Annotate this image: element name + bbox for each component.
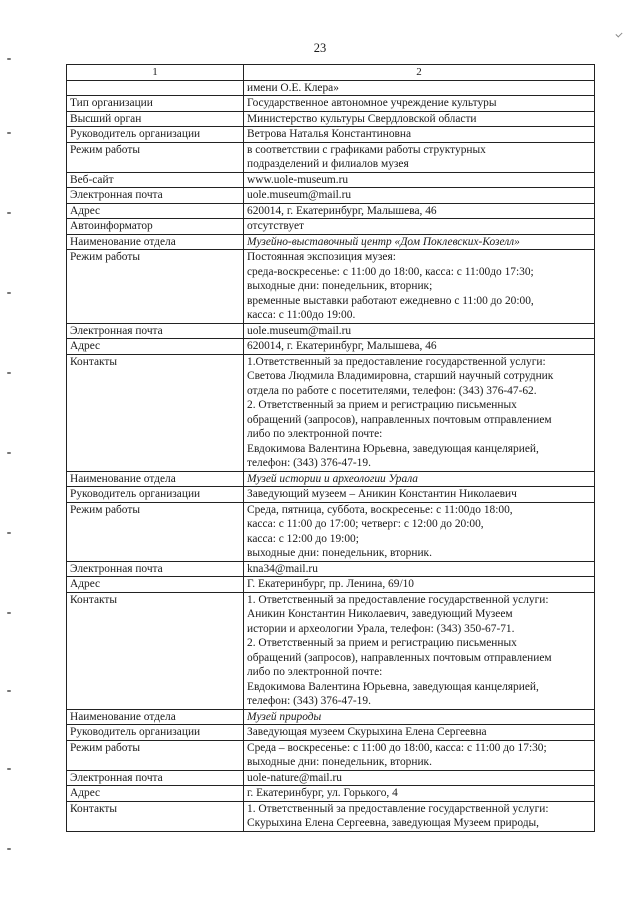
value-line: www.uole-museum.ru [247, 173, 349, 186]
table-row [67, 487, 595, 503]
row-value [244, 770, 595, 786]
value-line: касса: с 12:00 до 19:00; [247, 532, 359, 545]
row-label [67, 80, 244, 96]
row-label: Электронная почта [67, 323, 244, 339]
scan-margin-mark [7, 58, 11, 60]
table-row [67, 770, 595, 786]
row-value [244, 234, 595, 250]
row-value [244, 471, 595, 487]
row-value [244, 354, 595, 471]
row-label: Тип организации [67, 96, 244, 112]
value-line: 620014, г. Екатеринбург, Малышева, 46 [247, 340, 437, 352]
row-label: Электронная почта [67, 561, 244, 577]
row-value [244, 502, 595, 561]
row-value [244, 709, 595, 725]
table-row [67, 111, 595, 127]
value-line: uole.museum@mail.ru [247, 189, 352, 201]
value-line: временные выставки работают ежедневно с 11:00 до 20:00, [247, 294, 534, 307]
value-line: uole-nature@mail.ru [247, 771, 342, 784]
row-value [244, 250, 595, 324]
table-body [67, 80, 595, 831]
value-line: 2. Ответственный за прием и регистрацию письменных [247, 637, 517, 649]
row-label: Режим работы [67, 502, 244, 561]
row-label: Режим работы [67, 740, 244, 770]
row-label: Наименование отдела [67, 234, 244, 250]
value-line: Г. Екатеринбург, пр. Ленина, 69/10 [247, 578, 415, 590]
row-label: Контакты [67, 354, 244, 471]
value-line: Постоянная экспозиция музея: [247, 251, 396, 263]
table-row [67, 219, 595, 235]
column-header-1: 1 [67, 65, 244, 81]
row-label: Контакты [67, 592, 244, 709]
row-label: Веб-сайт [67, 172, 244, 188]
value-line: Ветрова Наталья Константиновна [247, 128, 412, 140]
table-row [67, 323, 595, 339]
row-label: Высший орган [67, 111, 244, 127]
scan-margin-mark [7, 690, 11, 692]
scan-margin-mark [7, 372, 11, 374]
value-line: 1. Ответственный за предоставление государственной услуги: [247, 593, 549, 606]
row-label: Адрес [67, 577, 244, 593]
row-label: Электронная почта [67, 770, 244, 786]
table-header-row [67, 65, 595, 81]
table-row [67, 203, 595, 219]
value-line: отдела по работе с посетителями, телефон: (343) 376-47-62. [247, 384, 537, 397]
value-line: выходные дни: понедельник, вторник. [247, 547, 432, 559]
value-line: 1.Ответственный за предоставление государственной услуги: [247, 355, 546, 368]
table-row [67, 502, 595, 561]
row-label: Наименование отдела [67, 709, 244, 725]
row-value [244, 172, 595, 188]
scan-margin-mark [7, 532, 11, 534]
row-label: Адрес [67, 339, 244, 355]
table-row [67, 142, 595, 172]
value-line: выходные дни: понедельник, вторник. [247, 756, 432, 768]
row-value [244, 786, 595, 802]
value-line: Аникин Константин Николаевич, заведующий Музеем [247, 608, 513, 620]
value-line: 620014, г. Екатеринбург, Малышева, 46 [247, 204, 437, 217]
table-row [67, 471, 595, 487]
table-row [67, 127, 595, 143]
value-line: обращений (запросов), направленных почтовым отправлением [247, 651, 552, 664]
row-value [244, 487, 595, 503]
scan-margin-mark [7, 212, 11, 214]
value-line: Министерство культуры Свердловской области [247, 112, 477, 125]
value-line: Евдокимова Валентина Юрьевна, заведующая канцелярией, [247, 680, 539, 693]
table-row [67, 354, 595, 471]
value-line: в соответствии с графиками работы структурных [247, 143, 486, 156]
row-value [244, 142, 595, 172]
table-row [67, 80, 595, 96]
value-line: Государственное автономное учреждение культуры [247, 97, 497, 109]
table-row [67, 250, 595, 324]
value-line: имени О.Е. Клера» [247, 81, 339, 94]
scan-margin-mark [7, 768, 11, 770]
table-row [67, 339, 595, 355]
row-value [244, 96, 595, 112]
table-row [67, 96, 595, 112]
scan-corner-mark [615, 30, 622, 37]
row-label: Режим работы [67, 250, 244, 324]
column-header-2: 2 [244, 65, 595, 81]
row-label: Руководитель организации [67, 127, 244, 143]
value-line: отсутствует [247, 220, 304, 232]
value-line: телефон: (343) 376-47-19. [247, 457, 371, 469]
row-value [244, 801, 595, 831]
value-line: касса: с 11:00до 19:00. [247, 309, 356, 321]
value-line: телефон: (343) 376-47-19. [247, 695, 371, 707]
scan-margin-mark [7, 292, 11, 294]
scan-margin-mark [7, 612, 11, 614]
table-row [67, 234, 595, 250]
value-line: Среда, пятница, суббота, воскресенье: с 11:00до 18:00, [247, 503, 513, 516]
row-value [244, 111, 595, 127]
table-row [67, 786, 595, 802]
value-line: либо по электронной почте: [247, 428, 383, 440]
row-value [244, 725, 595, 741]
value-line: Музей природы [247, 710, 322, 723]
value-line: касса: с 11:00 до 17:00; четверг: с 12:00 до 20:00, [247, 518, 484, 530]
row-label: Режим работы [67, 142, 244, 172]
value-line: Музейно-выставочный центр «Дом Поклевских-Козелл» [247, 235, 520, 248]
value-line: Среда – воскресенье: с 11:00 до 18:00, касса: с 11:00 до 17:30; [247, 741, 547, 754]
scan-margin-mark [7, 132, 11, 134]
value-line: истории и археологии Урала, телефон: (343) 350-67-71. [247, 622, 515, 635]
row-value [244, 203, 595, 219]
row-value [244, 80, 595, 96]
row-value [244, 592, 595, 709]
value-line: 1. Ответственный за предоставление государственной услуги: [247, 802, 549, 815]
table-row [67, 577, 595, 593]
row-label: Контакты [67, 801, 244, 831]
row-value [244, 188, 595, 204]
row-label: Адрес [67, 786, 244, 802]
value-line: Заведующая музеем Скурыхина Елена Сергеевна [247, 726, 487, 738]
table-row [67, 801, 595, 831]
value-line: среда-воскресенье: с 11:00 до 18:00, касса: с 11:00до 17:30; [247, 265, 534, 278]
row-label: Руководитель организации [67, 487, 244, 503]
table-row [67, 188, 595, 204]
value-line: 2. Ответственный за прием и регистрацию письменных [247, 399, 517, 411]
value-line: kna34@mail.ru [247, 562, 318, 575]
table-row [67, 172, 595, 188]
row-value [244, 561, 595, 577]
value-line: uole.museum@mail.ru [247, 324, 352, 337]
row-value [244, 339, 595, 355]
value-line: обращений (запросов), направленных почтовым отправлением [247, 413, 552, 426]
value-line: г. Екатеринбург, ул. Горького, 4 [247, 787, 398, 799]
row-label: Электронная почта [67, 188, 244, 204]
value-line: Музей истории и археологии Урала [247, 472, 419, 485]
value-line: Евдокимова Валентина Юрьевна, заведующая канцелярией, [247, 442, 539, 455]
row-value [244, 323, 595, 339]
museum-info-table [66, 64, 595, 832]
value-line: подразделений и филиалов музея [247, 158, 409, 170]
page-number: 23 [313, 41, 327, 55]
table-row [67, 592, 595, 709]
row-value [244, 127, 595, 143]
row-value [244, 740, 595, 770]
value-line: выходные дни: понедельник, вторник; [247, 280, 433, 292]
scan-margin-mark [7, 452, 11, 454]
table-row [67, 709, 595, 725]
table-row [67, 725, 595, 741]
row-value [244, 219, 595, 235]
value-line: Скурыхина Елена Сергеевна, заведующая Музеем природы, [247, 817, 539, 829]
scan-margin-mark [7, 848, 11, 850]
table-row [67, 561, 595, 577]
row-label: Адрес [67, 203, 244, 219]
value-line: либо по электронной почте: [247, 666, 383, 678]
value-line: Заведующий музеем – Аникин Константин Николаевич [247, 488, 517, 500]
value-line: Светова Людмила Владимировна, старший научный сотрудник [247, 370, 554, 382]
row-label: Наименование отдела [67, 471, 244, 487]
row-label: Автоинформатор [67, 219, 244, 235]
table-row [67, 740, 595, 770]
row-value [244, 577, 595, 593]
row-label: Руководитель организации [67, 725, 244, 741]
